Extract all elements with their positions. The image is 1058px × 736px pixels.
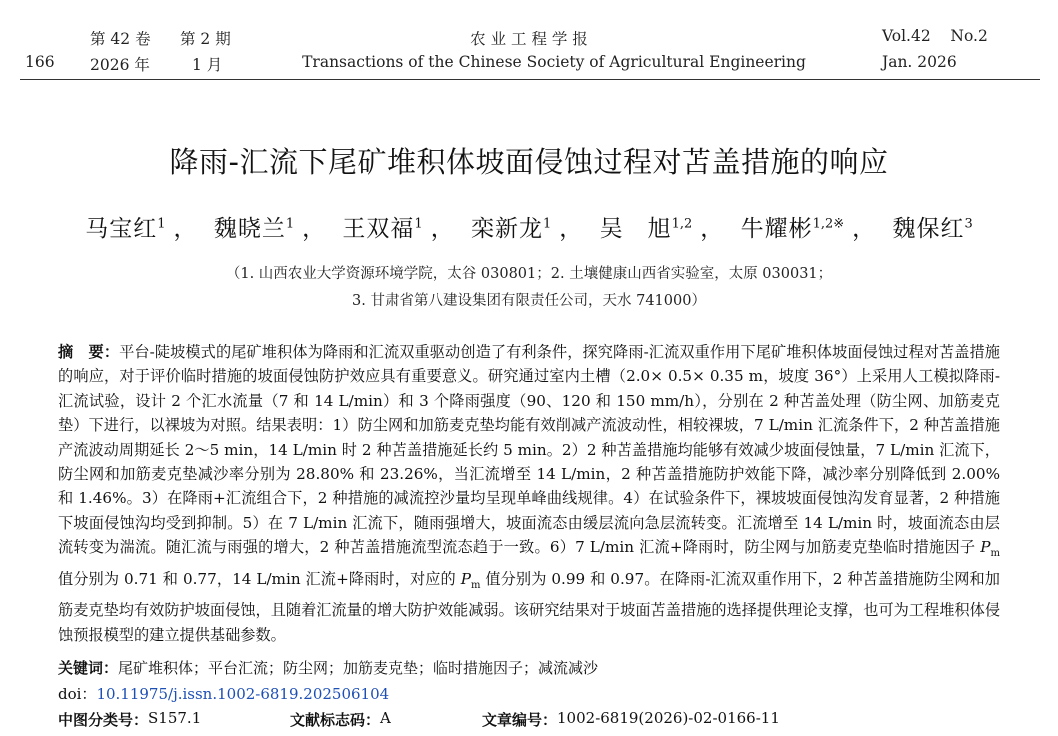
header-journal-en: Transactions of the Chinese Society of Agricultural Engineering xyxy=(302,53,806,71)
header-page-number: 166 xyxy=(25,53,55,71)
clc: 中图分类号： S157.1 xyxy=(58,709,202,729)
header-volume: 第 42 卷 xyxy=(90,30,151,48)
header-year: 2026 年 xyxy=(90,56,150,74)
abstract-text-3: 值分别为 0.99 和 0.97。在降雨-汇流双重作用下，2 种苫盖措施防尘网和加筋麦克垫均有效防护坡面侵蚀，且随着汇流量的增大防护效能减弱。该研究结果对于坡面苫盖措施的选择提供理论支撑，也可为工程堆积体侵蚀预报模型的建立提供基础参数。 xyxy=(58,569,1000,644)
doc-code: 文献标志码： A xyxy=(290,709,391,729)
affiliation-line-2: 3. 甘肃省第八建设集团有限责任公司，天水 741000） xyxy=(352,293,706,309)
abstract-label: 摘 要： xyxy=(58,343,120,361)
author[interactable]: 吴 旭$^{1,2}$ xyxy=(599,216,693,242)
affiliation-line-1: （1. 山西农业大学资源环境学院，太谷 030801；2. 土壤健康山西省实验室，太原 030031； xyxy=(225,266,833,282)
abstract xyxy=(58,340,1000,647)
pm-symbol: P xyxy=(460,569,471,588)
header-journal-cn: 农 业 工 程 学 报 xyxy=(470,30,588,48)
header-month: 1 月 xyxy=(192,56,223,74)
author[interactable]: 魏晓兰$^1$ xyxy=(213,216,295,242)
keywords-text: 尾矿堆积体；平台汇流；防尘网；加筋麦克垫；临时措施因子；减流减沙 xyxy=(118,659,599,677)
abstract-text-2: 值分别为 0.71 和 0.77，14 L/min 汇流+降雨时，对应的 xyxy=(58,569,461,588)
header-date-en: Jan. 2026 xyxy=(882,53,957,71)
keywords xyxy=(58,657,598,678)
header-vol-no: Vol.42 No.2 xyxy=(882,27,988,45)
header-issue: 第 2 期 xyxy=(180,30,231,48)
keywords-label: 关键词： xyxy=(58,659,119,677)
author[interactable]: 马宝红$^1$ xyxy=(85,216,166,242)
author-list: 马宝红$^1$ ， 魏晓兰$^1$ ， 王双福$^1$ ， 栾新龙$^1$ ， 吴 旭$^{1,2}$ ， 牛耀彬$^{1,2※}$ ， 魏保红$^3$ xyxy=(85,216,973,242)
doi-link[interactable]: 10.11975/j.issn.1002-6819.202506104 xyxy=(96,685,390,703)
pm-subscript: m xyxy=(470,579,481,591)
doi xyxy=(58,683,389,704)
author[interactable]: 魏保红$^3$ xyxy=(892,216,973,242)
author[interactable]: 王双福$^1$ xyxy=(342,216,423,242)
doi-label: doi： xyxy=(58,685,97,703)
header-rule xyxy=(20,79,1040,80)
paper-title: 降雨-汇流下尾矿堆积体坡面侵蚀过程对苫盖措施的响应 xyxy=(169,145,889,179)
abstract-text: 平台-陡坡模式的尾矿堆积体为降雨和汇流双重驱动创造了有利条件，探究降雨-汇流双重作用下尾矿堆积体坡面侵蚀过程对苫盖措施的响应，对于评价临时措施的坡面侵蚀防护效应具有重要意义。研究通过室内土槽（2.0× 0.5× 0.35 m，坡度 36°）上采用人工模拟降雨-汇流试验，设计 2 个汇水流量（7 和 14 L/min）和 3 个降雨强度（90、120 和 150 mm/h），分别在 2 种苫盖处理（防尘网、加筋麦克垫）下进行，以裸坡为对照。结果表明：1）防尘网和加筋麦克垫均能有效削减产流波动性，相较裸坡，7 L/min 汇流条件下，2 种苫盖措施产流波动周期延长 2～5 min，14 L/min 时 2 种苫盖措施延长约 5 min。2）2 种苫盖措施均能够有效减少坡面侵蚀量，7 L/min 汇流下，防尘网和加筋麦克垫减沙率分别为 28.80% 和 23.26%，当汇流增至 14 L/min，2 种苫盖措施防护效能下降，减沙率分别降低到 2.00% 和 1.46%。3）在降雨+汇流组合下，2 种措施的减流控沙量均呈现单峰曲线规律。4）在试验条件下，裸坡坡面侵蚀沟发育显著，2 种措施下坡面侵蚀沟均受到抑制。5）在 7 L/min 汇流下，随雨强增大，坡面流态由缓层流向急层流转变。汇流增至 14 L/min 时，坡面流态由层流转变为湍流。随汇流与雨强的增大，2 种苫盖措施流型流态趋于一致。6）7 L/min 汇流+降雨时，防尘网与加筋麦克垫临时措施因子 xyxy=(58,343,1000,557)
author[interactable]: 牛耀彬$^{1,2※}$ xyxy=(740,216,845,242)
article-number: 文章编号： 1002-6819(2026)-02-0166-11 xyxy=(482,709,780,729)
author[interactable]: 栾新龙$^1$ xyxy=(471,216,552,242)
pm-subscript: m xyxy=(990,548,1000,560)
pm-symbol: P xyxy=(980,538,991,557)
